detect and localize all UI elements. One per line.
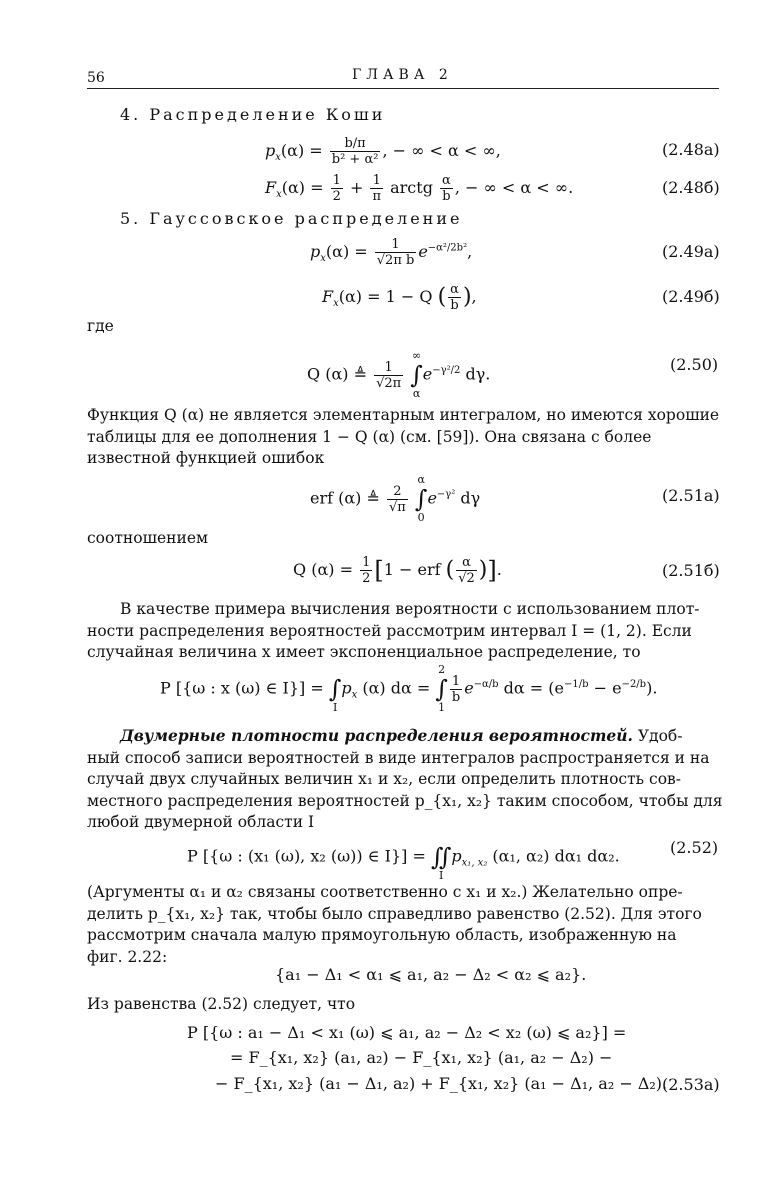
equation-2-53a-line1: P [{ω : a₁ − Δ₁ < x₁ (ω) ⩽ a₁, a₂ − Δ₂ < x₂ (ω) ⩽ a₂}] =	[187, 1023, 627, 1042]
equation-2-52: P [{ω : (x₁ (ω), x₂ (ω)) ∈ I}] = ∬ I $p_{x_1, x_2}$ (α₁, α₂) dα₁ dα₂.	[187, 843, 620, 882]
section-gauss-title: 5. Гауссовское распределение	[120, 209, 463, 228]
equation-number-2-48a: (2.48а)	[662, 140, 720, 159]
equation-2-49a: $p_x(\alpha)$ = $\frac{1}{\text{√2π b}}$ $e^{-\alpha^2/2b^2}$,	[310, 237, 473, 268]
equation-2-53a-line3: − F_{x₁, x₂} (a₁ − Δ₁, a₂) + F_{x₁, x₂} (a₁ − Δ₁, a₂ − Δ₂).	[215, 1074, 668, 1093]
equation-2-49b: $F_x(\alpha) = 1 - Q$ ( $\frac{\alpha}{b}$ ),	[322, 282, 477, 313]
equation-2-53a-line2: = F_{x₁, x₂} (a₁, a₂) − F_{x₁, x₂} (a₁, a₂ − Δ₂) −	[230, 1048, 613, 1067]
header-rule	[87, 88, 719, 89]
equation-example: P [{ω : x (ω) ∈ I}] = ∫ I $p_x$ (α) dα = 2 ∫ 1 $\frac{1}{b}$ $e^{-\alpha/b}$ $d\alpha = (e^{-1/b} - e^{-2/b})$.	[160, 663, 658, 714]
equation-rectangle: {a₁ − Δ₁ < α₁ ⩽ a₁, a₂ − Δ₂ < α₂ ⩽ a₂}.	[275, 965, 587, 984]
equation-number-2-51b: (2.51б)	[662, 561, 720, 580]
equation-number-2-48b: (2.48б)	[662, 178, 720, 197]
equation-number-2-52: (2.52)	[670, 838, 719, 857]
paragraph-arguments: (Аргументы α₁ и α₂ связаны соответственно с x₁ и x₂.) Желательно опре- делить p_{x₁, x₂} так, чтобы было справедливо равенство (2.52). Для этого рассмотрим сначала малую прямоугольную область, изображенную на фиг. 2.22:	[87, 883, 702, 966]
equation-2-51b: Q (α) = $\frac{1}{2}$ [1 − erf ( $\frac{\alpha}{√2}$ )].	[293, 555, 502, 586]
paragraph-from-equality: Из равенства (2.52) следует, что	[87, 995, 356, 1013]
equation-2-48a: $p_x(\alpha)$ = $\frac{b/\pi}{\text{b² + α²}}$ , − ∞ < α < ∞,	[265, 136, 501, 167]
equation-number-2-53a: (2.53а)	[662, 1075, 720, 1094]
word-relation: соотношением	[87, 529, 209, 547]
equation-number-2-50: (2.50)	[670, 355, 719, 374]
paragraph-2d-densities: Двумерные плотности распределения вероятностей. Удоб- ный способ записи вероятностей в виде интегралов распространяется и на случай двух случайных величин x₁ и x₂, если определить плотность сов- местного распределения вероятностей p_{x₁, x₂} таким способом, чтобы для любой двумерной области I	[87, 726, 723, 831]
paragraph-q-function: Функция Q (α) не является элементарным интегралом, но имеются хорошие таблицы для ее дополнения 1 − Q (α) (см. [59]). Она связана с более известной функцией ошибок	[87, 406, 720, 467]
equation-number-2-49a: (2.49а)	[662, 242, 720, 261]
equation-2-51a: erf (α) ≜ $\frac{2}{√\pi}$ α ∫ 0 $e^{-\gamma^2}$ dγ	[310, 473, 481, 524]
word-where: где	[87, 317, 114, 335]
equation-number-2-51a: (2.51а)	[662, 486, 720, 505]
equation-2-48b: $F_x(\alpha)$ = $\frac{1}{2}$ + $\frac{1}{\pi}$ arctg $\frac{\alpha}{b}$ , − ∞ < α < ∞.	[265, 173, 574, 204]
page-number: 56	[87, 70, 105, 86]
section-cauchy-title: 4. Распределение Коши	[120, 105, 386, 124]
chapter-header: ГЛАВА 2	[352, 67, 453, 83]
equation-2-50: Q (α) ≜ $\frac{1}{√2\pi}$ ∞ ∫ α $e^{-\gamma^2/2}$ dγ.	[307, 349, 491, 400]
paragraph-example: В качестве примера вычисления вероятности с использованием плот- ности распределения вероятностей рассмотрим интервал I = (1, 2). Если случайная величина x имеет экспоненциальное распределение, то	[87, 600, 700, 661]
equation-number-2-49b: (2.49б)	[662, 287, 720, 306]
